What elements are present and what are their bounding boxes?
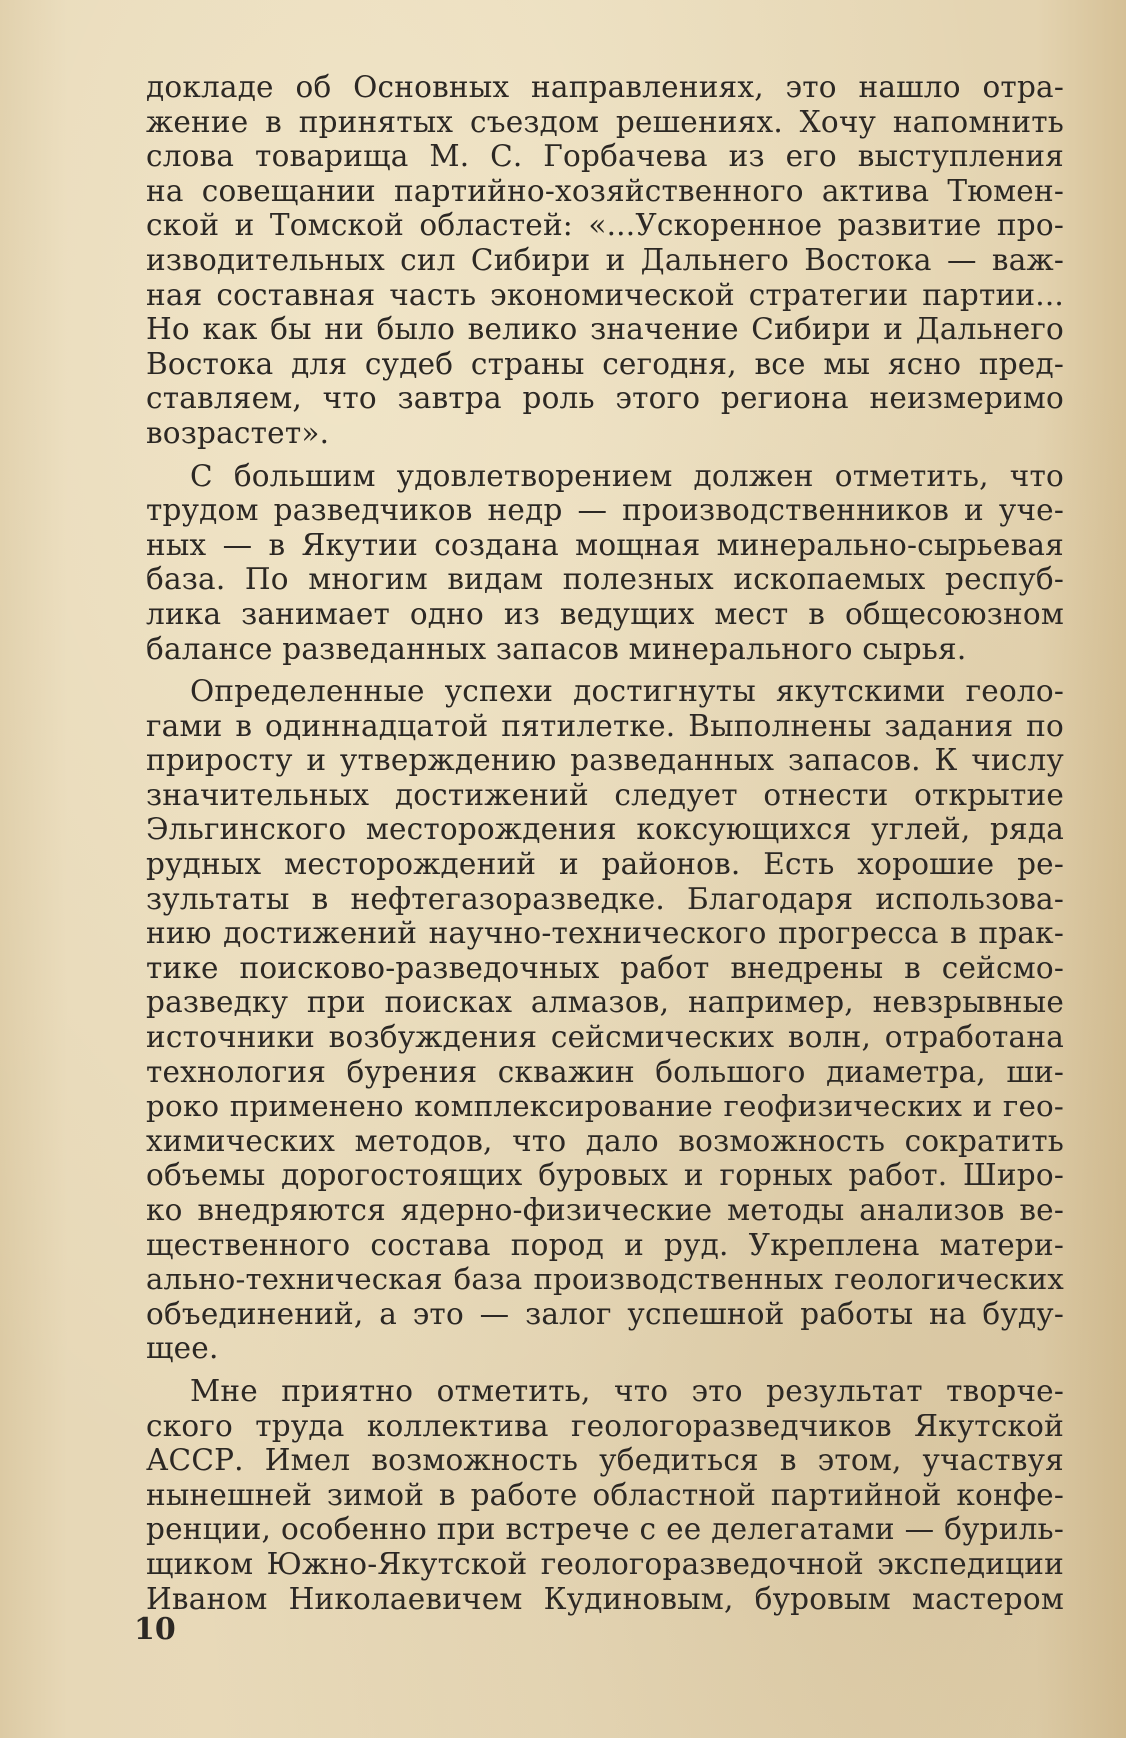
text-line: источники возбуждения сейсмических волн, отработана: [146, 1020, 1064, 1055]
text-line: тике поисково-разведочных работ внедрены в сейсмо-: [146, 950, 1064, 985]
text-line: Определенные успехи достигнуты якутскими геоло-: [190, 674, 1064, 709]
text-line: АССР. Имел возможность убедиться в этом, участвуя: [146, 1443, 1064, 1478]
text-line: Мне приятно отметить, что это результат творче-: [190, 1373, 1064, 1408]
text-line: химических методов, что дало возможность сократить: [146, 1123, 1064, 1158]
text-line: ная составная часть экономической стратегии партии...: [146, 277, 1064, 312]
text-line: жение в принятых съездом решениях. Хочу напомнить: [146, 104, 1064, 139]
text-line: докладе об Основных направлениях, это нашло отра-: [146, 70, 1064, 104]
paragraph-2: [146, 459, 1064, 667]
paragraph-4: [146, 1374, 1064, 1616]
text-line: Эльгинского месторождения коксующихся углей, ряда: [146, 812, 1064, 847]
text-line: технология бурения скважин большого диаметра, ши-: [146, 1054, 1064, 1089]
text-line: объемы дорогостоящих буровых и горных работ. Широ-: [146, 1158, 1064, 1193]
text-line: лика занимает одно из ведущих мест в общесоюзном: [146, 596, 1064, 631]
text-line: ных — в Якутии создана мощная минерально-сырьевая: [146, 527, 1064, 562]
text-line: Востока для судеб страны сегодня, все мы ясно пред-: [146, 346, 1064, 381]
text-line: Иваном Николаевичем Кудиновым, буровым мастером: [146, 1581, 1064, 1616]
text-line: база. По многим видам полезных ископаемых респуб-: [146, 562, 1064, 597]
text-line: объединений, а это — залог успешной работы на буду-: [146, 1296, 1064, 1331]
paragraph-1: [146, 70, 1064, 451]
text-line: балансе разведанных запасов минерального сырья.: [146, 631, 967, 666]
text-line: ставляем, что завтра роль этого региона неизмеримо: [146, 381, 1064, 416]
text-line: рудных месторождений и районов. Есть хорошие ре-: [146, 847, 1064, 882]
paragraph-3: [146, 674, 1064, 1366]
text-line: С большим удовлетворением должен отметить, что: [190, 458, 1064, 493]
text-line: ально-техническая база производственных геологических: [146, 1262, 1064, 1297]
text-line: гами в одиннадцатой пятилетке. Выполнены задания по: [146, 708, 1064, 743]
text-line: нию достижений научно-технического прогресса в прак-: [146, 916, 1064, 951]
text-line: слова товарища М. С. Горбачева из его выступления: [146, 139, 1064, 174]
text-line: ко внедряются ядерно-физические методы анализов ве-: [146, 1193, 1064, 1227]
text-line: ской и Томской областей: «...Ускоренное развитие про-: [146, 208, 1064, 243]
text-line: роко применено комплексирование геофизических и гео-: [146, 1089, 1064, 1124]
body-text: [146, 70, 1064, 1616]
text-line: ского труда коллектива геологоразведчиков Якутской: [146, 1408, 1064, 1443]
text-line: приросту и утверждению разведанных запасов. К числу: [146, 743, 1064, 778]
text-line: щиком Южно-Якутской геологоразведочной экспедиции: [146, 1546, 1064, 1581]
text-line: изводительных сил Сибири и Дальнего Востока — важ-: [146, 242, 1064, 277]
text-line: трудом разведчиков недр — производственников и уче-: [146, 493, 1064, 528]
text-line: щее.: [146, 1331, 219, 1366]
text-line: разведку при поисках алмазов, например, невзрывные: [146, 985, 1064, 1020]
text-line: щественного состава пород и руд. Укреплена матери-: [146, 1227, 1064, 1262]
page-number: 10: [134, 1612, 176, 1647]
text-line: на совещании партийно-хозяйственного актива Тюмен-: [146, 173, 1064, 208]
text-line: значительных достижений следует отнести открытие: [146, 777, 1064, 812]
text-line: Но как бы ни было велико значение Сибири и Дальнего: [146, 312, 1064, 347]
text-line: нынешней зимой в работе областной партийной конфе-: [146, 1477, 1064, 1512]
text-line: возрастет».: [146, 415, 330, 450]
text-line: ренции, особенно при встрече с ее делегатами — буриль-: [146, 1512, 1064, 1547]
text-line: зультаты в нефтегазоразведке. Благодаря использова-: [146, 881, 1064, 916]
